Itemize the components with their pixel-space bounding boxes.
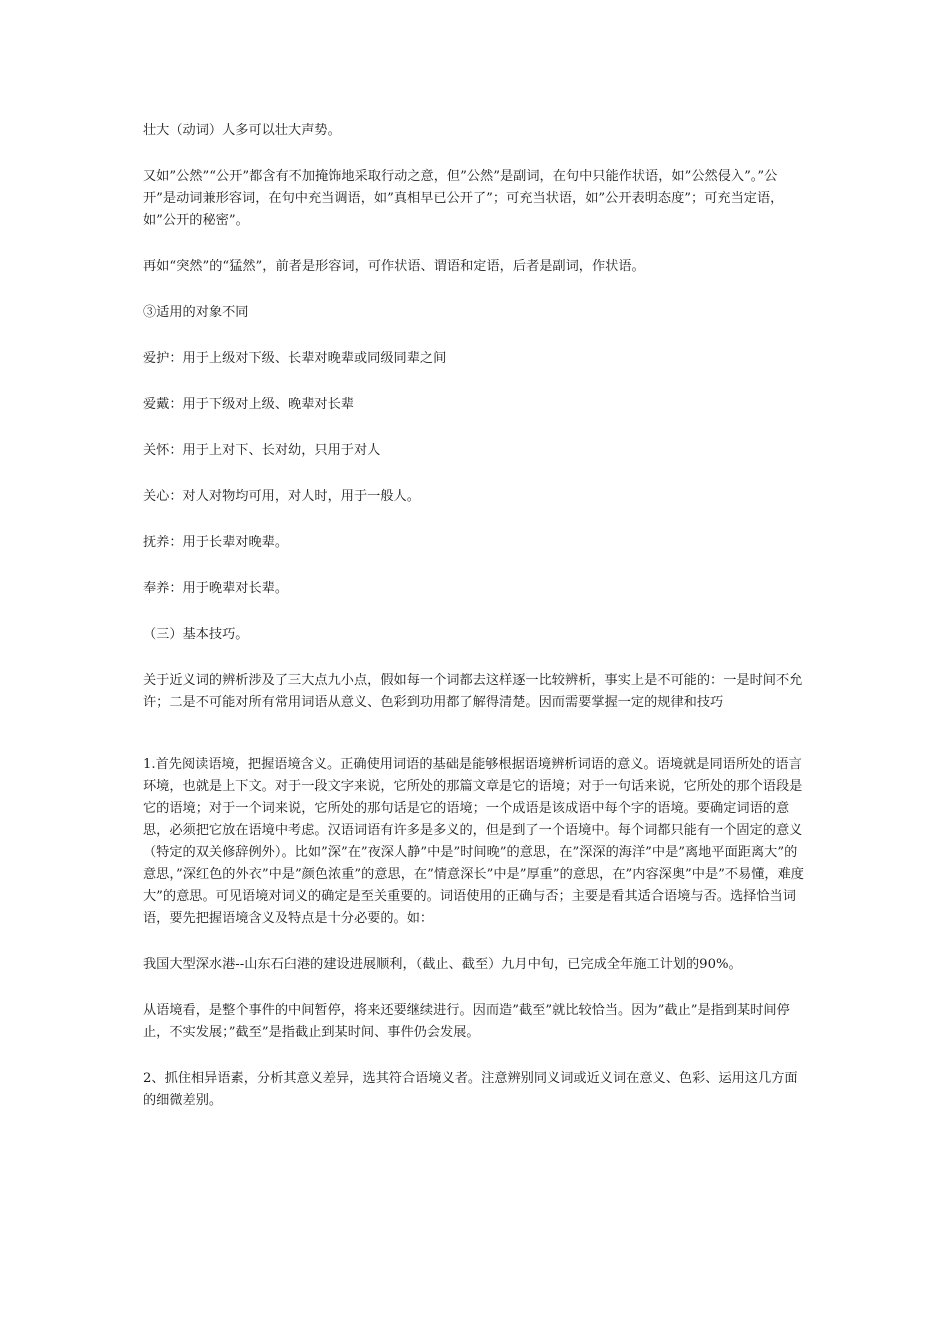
paragraph-12: 关于近义词的辨析涉及了三大点九小点，假如每一个词都去这样逐一比较辨析，事实上是不可能的：一是时间不允许；二是不可能对所有常用词语从意义、色彩到功用都了解得清楚。因而需要掌握一定的规律和技巧 bbox=[143, 673, 803, 710]
paragraph-9: 抚养：用于长辈对晚辈。 bbox=[143, 535, 289, 550]
section-heading: （三）基本技巧。 bbox=[143, 627, 249, 642]
paragraph-1: 壮大（动词）人多可以壮大声势。 bbox=[143, 123, 341, 138]
paragraph-4: ③适用的对象不同 bbox=[143, 305, 249, 320]
paragraph-7: 关怀：用于上对下、长对幼，只用于对人 bbox=[143, 443, 381, 458]
paragraph-13: 1.首先阅读语境，把握语境含义。正确使用词语的基础是能够根据语境辨析词语的意义。语境就是同语所处的语言环境，也就是上下文。对于一段文字来说，它所处的那篇文章是它的语境；对于一句话来说，它所处的那个语段是它的语境；对于一个词来说，它所处的那句话是它的语境；一个成语是该成语中每个字的语境。要确定词语的意思，必须把它放在语境中考虑。汉语词语有许多是多义的，但是到了一个语境中。每个词都只能有一个固定的意义（特定的双关修辞例外）。比如”深”在”夜深人静”中是”时间晚”的意思，在”深深的海洋”中是”离地平面距离大”的意思，”深红色的外衣”中是”颜色浓重”的意思，在”情意深长”中是”厚重”的意思，在”内容深奥”中是”不易懂，难度大”的意思。可见语境对词义的确定是至关重要的。词语使用的正确与否；主要是看其适合语境与否。选择恰当词语，要先把握语境含义及特点是十分必要的。如： bbox=[143, 757, 804, 926]
paragraph-5: 爱护：用于上级对下级、长辈对晚辈或同级同辈之间 bbox=[143, 351, 447, 366]
paragraph-3: 再如“突然”的“猛然”，前者是形容词，可作状语、谓语和定语，后者是副词，作状语。 bbox=[143, 259, 645, 274]
paragraph-8: 关心：对人对物均可用，对人时，用于一般人。 bbox=[143, 489, 420, 504]
paragraph-2: 又如”公然”“公开”都含有不加掩饰地采取行动之意，但”公然”是副词，在句中只能作状语，如”公然侵入”。”公开”是动词兼形容词，在句中充当调语，如”真相早已公开了”；可充当状语，如”公开表明态度”；可充当定语，如”公开的秘密”。 bbox=[143, 169, 784, 228]
paragraph-6: 爱戴：用于下级对上级、晚辈对长辈 bbox=[143, 397, 354, 412]
paragraph-15: 从语境看，是整个事件的中间暂停，将来还要继续进行。因而造”截至”就比较恰当。因为”截止”是指到某时间停止，不实发展；”截至”是指截止到某时间、事件仍会发展。 bbox=[143, 1003, 790, 1040]
document-body bbox=[143, 120, 808, 1112]
paragraph-10: 奉养：用于晚辈对长辈。 bbox=[143, 581, 289, 596]
paragraph-16: 2、抓住相异语素，分析其意义差异，选其符合语境义者。注意辨别同义词或近义词在意义、色彩、运用这几方面的细微差别。 bbox=[143, 1071, 798, 1108]
paragraph-14: 我国大型深水港--山东石臼港的建设进展顺利，（截止、截至）九月中旬，已完成全年施工计划的90%。 bbox=[143, 957, 742, 972]
